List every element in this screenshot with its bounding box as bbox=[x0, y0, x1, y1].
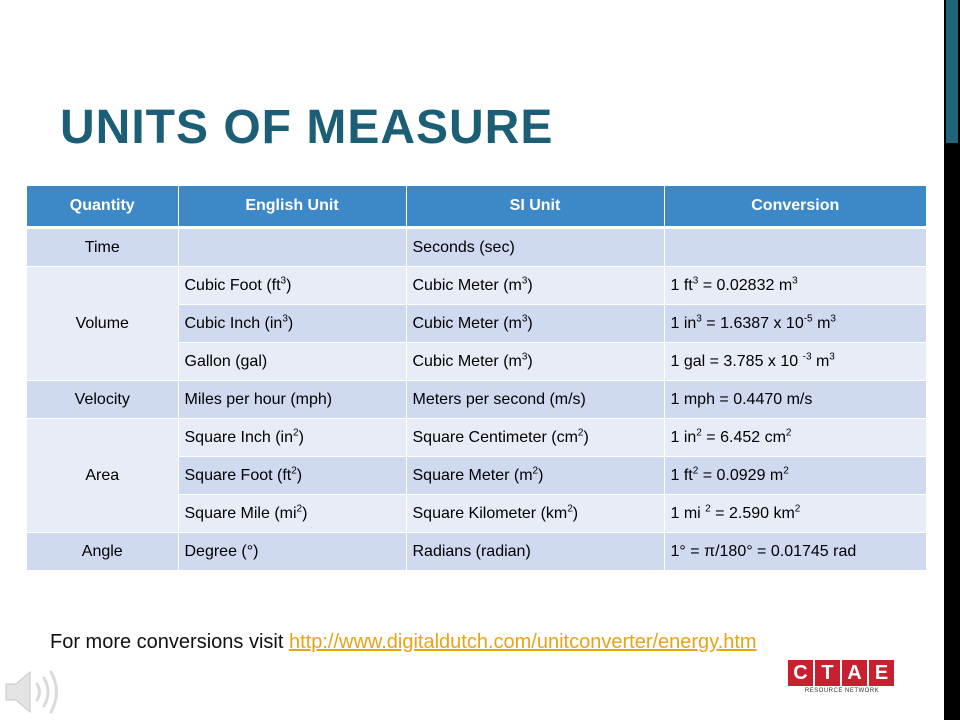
table-row bbox=[27, 533, 926, 571]
si-unit-cell: Cubic Meter $(m^3)$ bbox=[406, 305, 664, 343]
conversion-cell bbox=[664, 228, 926, 267]
quantity-cell: Area bbox=[27, 419, 178, 533]
english-unit-cell: Gallon (gal) bbox=[178, 343, 406, 381]
conversion-cell: 1° = π/180° = 0.01745 rad bbox=[664, 533, 926, 571]
conversion-cell: 1 $in^3 = 1.6387$ x $10^{-5}$ $m^3$ bbox=[664, 305, 926, 343]
si-unit-cell: Seconds (sec) bbox=[406, 228, 664, 267]
table-row bbox=[27, 419, 926, 457]
table-row bbox=[27, 381, 926, 419]
footer-text: For more conversions visit bbox=[50, 631, 289, 653]
right-accent-bar bbox=[946, 0, 958, 143]
logo-letter: E bbox=[869, 660, 894, 686]
quantity-cell: Angle bbox=[27, 533, 178, 571]
ctae-logo bbox=[788, 660, 896, 700]
conversion-link[interactable]: http://www.digitaldutch.com/unitconverter/energy.htm bbox=[288, 631, 757, 653]
logo-letter: C bbox=[788, 660, 813, 686]
si-unit-cell: Square Centimeter $(cm^2)$ bbox=[406, 419, 664, 457]
si-unit-cell: Square Meter $(m^2)$ bbox=[406, 457, 664, 495]
slide-title: UNITS OF MEASURE bbox=[60, 101, 554, 154]
logo-letter: A bbox=[842, 660, 867, 686]
header-quantity: Quantity bbox=[27, 186, 178, 228]
si-unit-cell: Cubic Meter $(m^3)$ bbox=[406, 343, 664, 381]
quantity-cell: Velocity bbox=[27, 381, 178, 419]
quantity-cell: Time bbox=[27, 228, 178, 267]
conversion-cell: 1 gal = 3.785 x 10 $^{-3}$ $m^3$ bbox=[664, 343, 926, 381]
table-row bbox=[27, 267, 926, 305]
units-table bbox=[27, 186, 926, 571]
table-header-row bbox=[27, 186, 926, 228]
footer-note bbox=[50, 631, 757, 654]
header-english-unit: English Unit bbox=[178, 186, 406, 228]
english-unit-cell: Degree (°) bbox=[178, 533, 406, 571]
english-unit-cell: Cubic Inch $(in^3)$ bbox=[178, 305, 406, 343]
conversion-cell: 1 mi $^2$ = 2.590 $km^2$ bbox=[664, 495, 926, 533]
logo-letter: T bbox=[815, 660, 840, 686]
conversion-cell: 1 $ft^3 = 0.02832$ $m^3$ bbox=[664, 267, 926, 305]
quantity-cell: Volume bbox=[27, 267, 178, 381]
english-unit-cell: Miles per hour (mph) bbox=[178, 381, 406, 419]
english-unit-cell bbox=[178, 228, 406, 267]
si-unit-cell: Meters per second (m/s) bbox=[406, 381, 664, 419]
conversion-cell: 1 mph = 0.4470 m/s bbox=[664, 381, 926, 419]
conversion-cell: 1 $in^2 = 6.452$ $cm^2$ bbox=[664, 419, 926, 457]
english-unit-cell: Square Mile $(mi^2)$ bbox=[178, 495, 406, 533]
si-unit-cell: Radians (radian) bbox=[406, 533, 664, 571]
english-unit-cell: Cubic Foot $(ft^3)$ bbox=[178, 267, 406, 305]
si-unit-cell: Square Kilometer $(km^2)$ bbox=[406, 495, 664, 533]
header-si-unit: SI Unit bbox=[406, 186, 664, 228]
logo-subtitle: RESOURCE NETWORK bbox=[804, 688, 880, 694]
conversion-cell: 1 $ft^2 = 0.0929$ $m^2$ bbox=[664, 457, 926, 495]
si-unit-cell: Cubic Meter $(m^3)$ bbox=[406, 267, 664, 305]
header-conversion: Conversion bbox=[664, 186, 926, 228]
english-unit-cell: Square Foot $(ft^2)$ bbox=[178, 457, 406, 495]
speaker-icon[interactable] bbox=[4, 666, 62, 718]
english-unit-cell: Square Inch $(in^2)$ bbox=[178, 419, 406, 457]
table-row bbox=[27, 228, 926, 267]
